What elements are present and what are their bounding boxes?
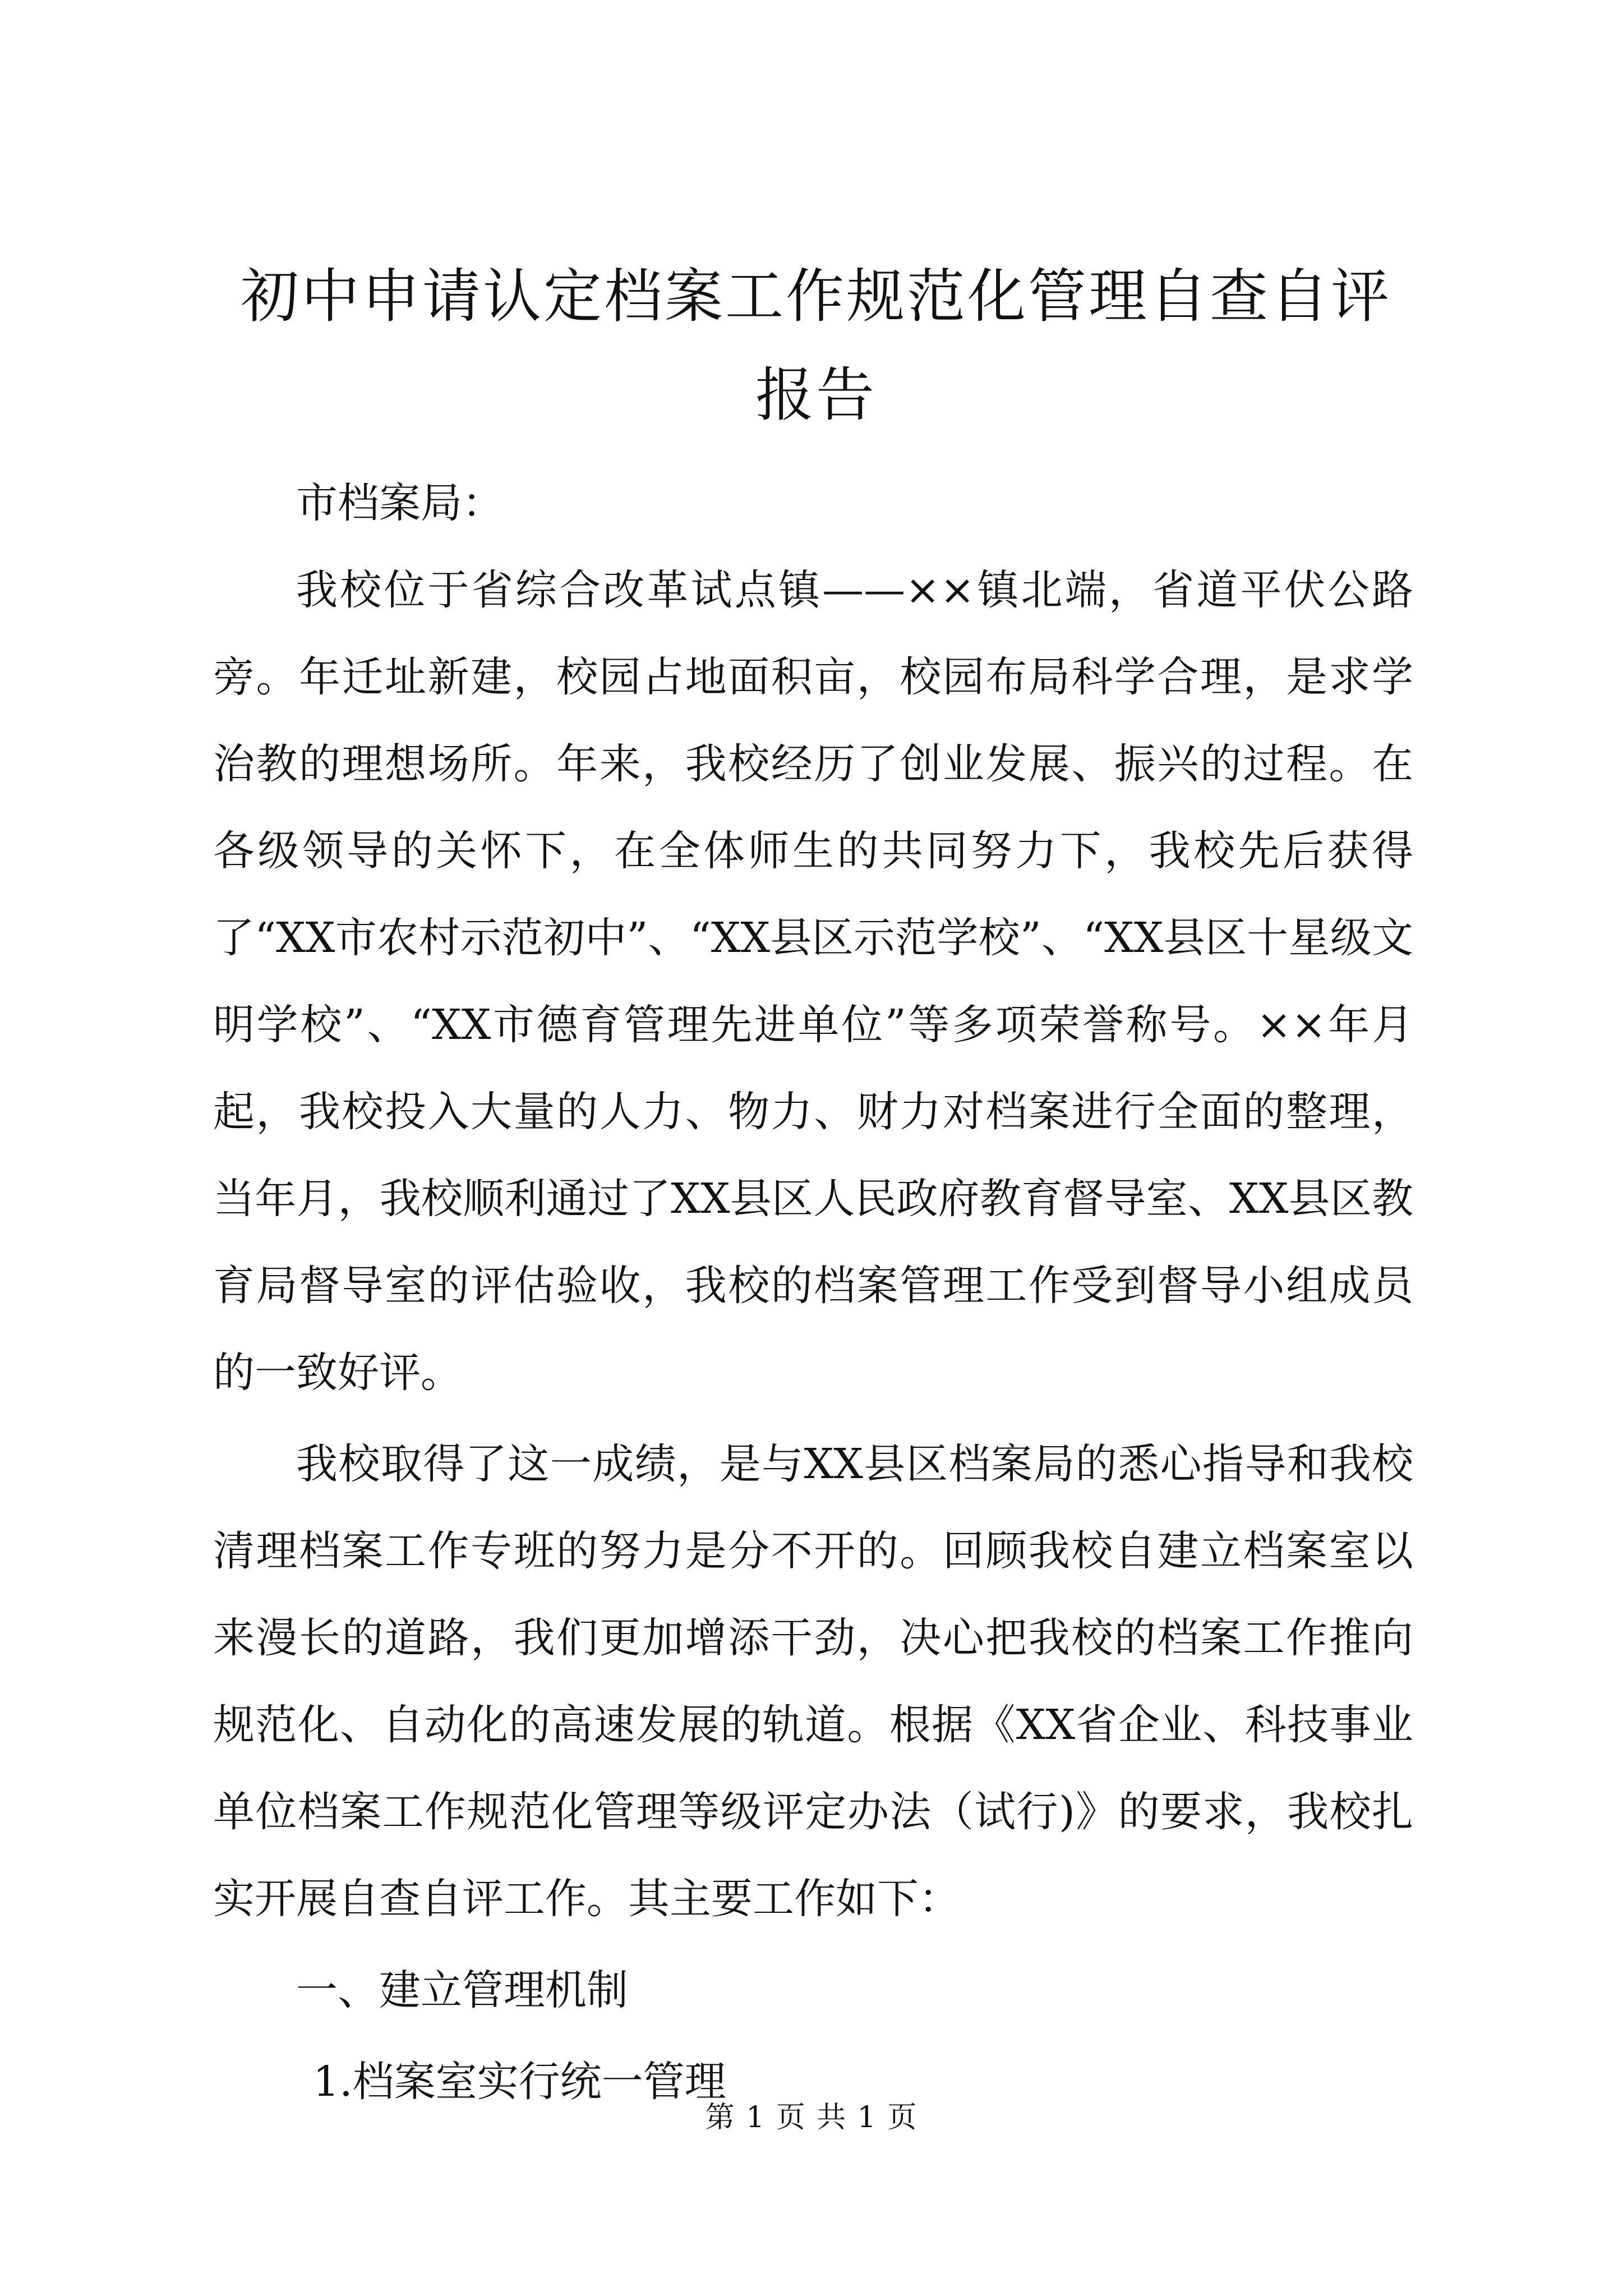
paragraph-2: 我校取得了这一成绩，是与XX县区档案局的悉心指导和我校清理档案工作专班的努力是分不开的。回顾我校自建立档案室以来漫长的道路，我们更加增添干劲，决心把我校的档案工作推向规范化、自动化的高速发展的轨道。根据《XX省企业、科技事业单位档案工作规范化管理等级评定办法（试行)》的要求，我校扎实开展自查自评工作。其主要工作如下： (213, 1440, 1413, 1923)
section-heading: 一、建立管理机制 (296, 1966, 628, 2014)
paragraph-1: 我校位于省综合改革试点镇——××镇北端，省道平伏公路旁。年迁址新建，校园占地面积亩，校园布局科学合理，是求学治教的理想场所。年来，我校经历了创业发展、振兴的过程。在各级领导的关怀下，在全体师生的共同努力下，我校先后获得了“XX市农村示范初中”、“XX县区示范学校”、“XX县区十星级文明学校”、“XX市德育管理先进单位”等多项荣誉称号。××年月起，我校投入大量的人力、物力、财力对档案进行全面的整理，当年月，我校顺利通过了XX县区人民政府教育督导室、XX县区教育局督导室的评估验收，我校的档案管理工作受到督导小组成员的一致好评。 (213, 566, 1413, 1397)
salutation: 市档案局： (296, 479, 504, 527)
document-body (213, 460, 1413, 2125)
subsection-heading: 1.档案室实行统一管理 (313, 2058, 726, 2106)
page-number-footer: 第 1 页 共 1 页 (705, 2101, 918, 2134)
document-title: 初中申请认定档案工作规范化管理自查自评报告 (240, 262, 1391, 429)
